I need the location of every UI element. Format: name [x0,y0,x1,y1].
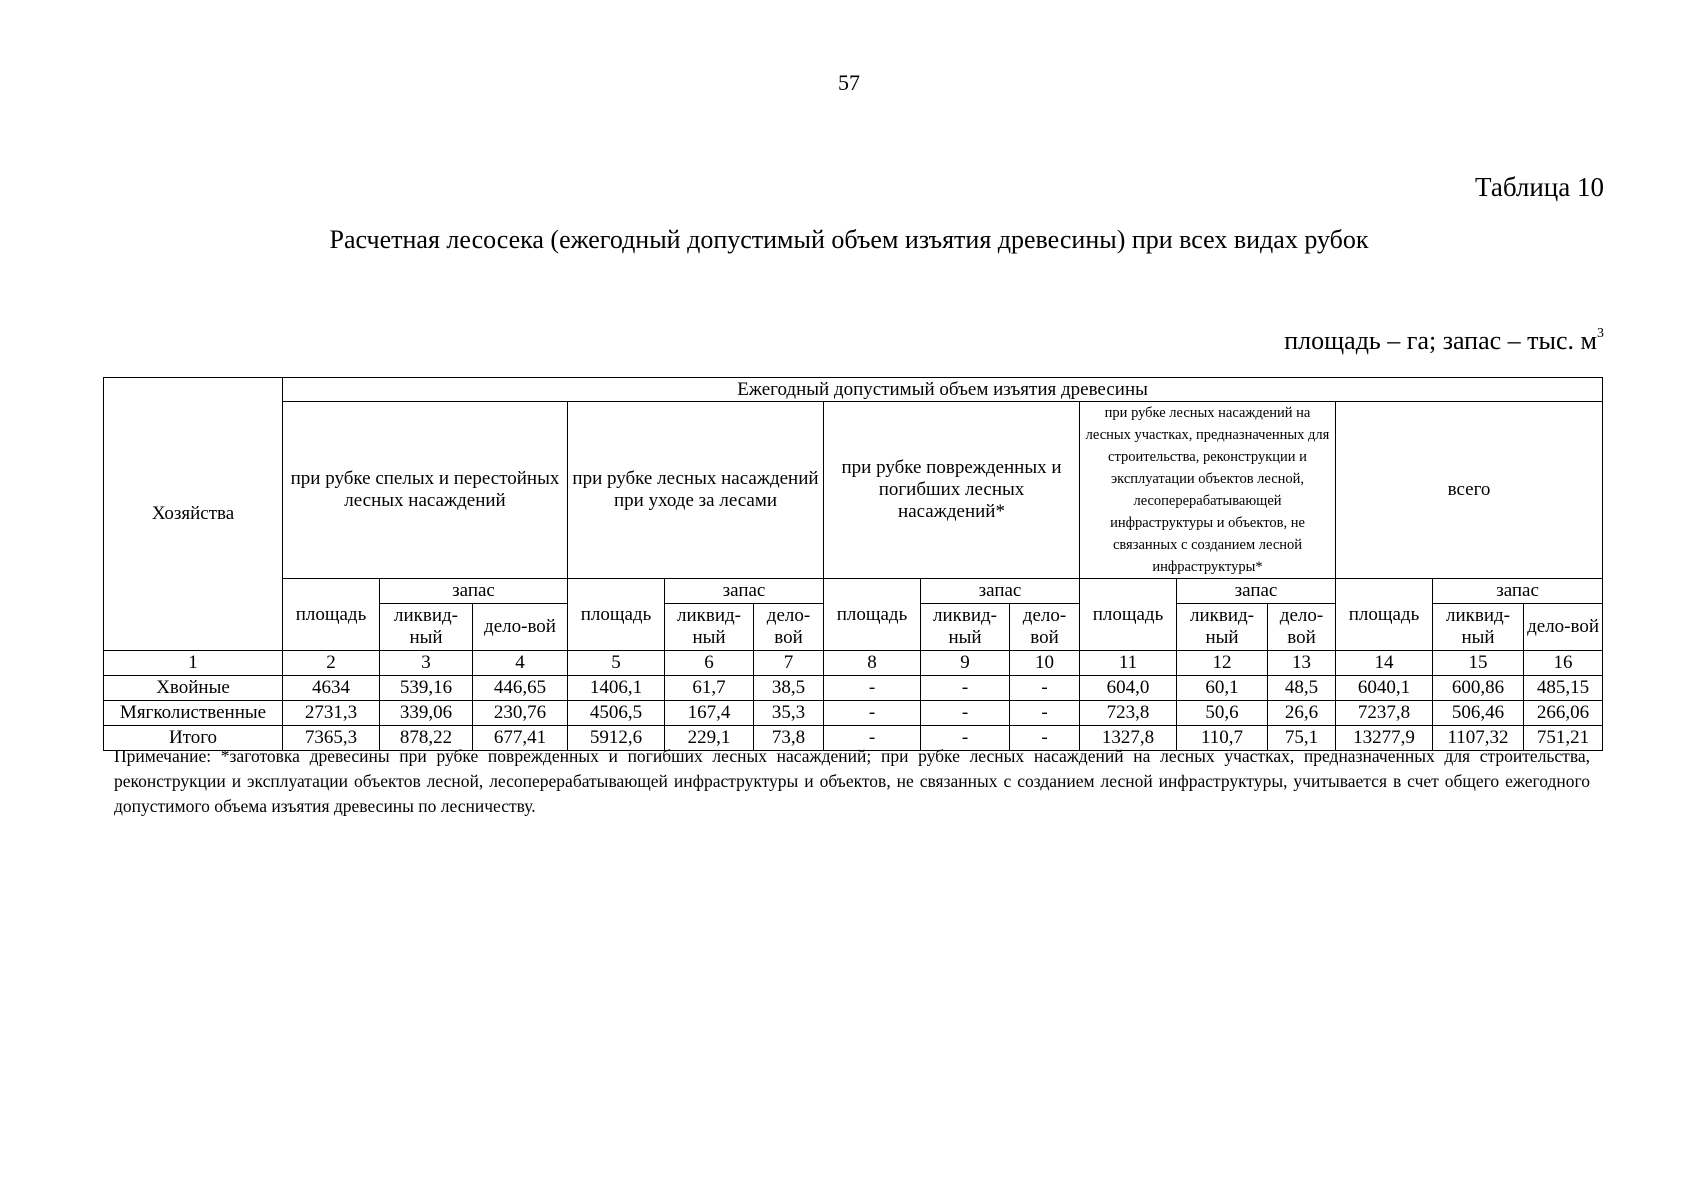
group-header-total: всего [1336,402,1603,579]
column-number-cell: 1 [104,651,283,676]
units-superscript: 3 [1597,326,1604,341]
column-number-cell: 14 [1336,651,1433,676]
column-number-cell: 3 [380,651,473,676]
value-cell: 1107,32 [1433,726,1524,751]
value-cell: 5912,6 [568,726,665,751]
business-header: дело-вой [473,604,568,651]
column-number-cell: 11 [1080,651,1177,676]
value-cell: 4506,5 [568,701,665,726]
value-cell: 751,21 [1524,726,1603,751]
value-cell: 878,22 [380,726,473,751]
group-header-thinning: при рубке лесных насаждений при уходе за лесами [568,402,824,579]
liquid-header: ликвид-ный [665,604,754,651]
value-cell: - [824,726,921,751]
value-cell: 2731,3 [283,701,380,726]
column-number-cell: 15 [1433,651,1524,676]
units-text: площадь – га; запас – тыс. м [1284,326,1597,355]
column-number-cell: 7 [754,651,824,676]
area-header: площадь [568,579,665,651]
liquid-header: ликвид-ный [921,604,1010,651]
liquid-header: ликвид-ный [380,604,473,651]
column-number-cell: 4 [473,651,568,676]
value-cell: 7237,8 [1336,701,1433,726]
area-header: площадь [283,579,380,651]
value-cell: 50,6 [1177,701,1268,726]
main-header: Ежегодный допустимый объем изъятия древесины [283,378,1603,402]
value-cell: - [921,726,1010,751]
value-cell: 600,86 [1433,676,1524,701]
value-cell: - [921,676,1010,701]
value-cell: 266,06 [1524,701,1603,726]
value-cell: 35,3 [754,701,824,726]
liquid-header: ликвид-ный [1433,604,1524,651]
value-cell: 1406,1 [568,676,665,701]
value-cell: 48,5 [1268,676,1336,701]
business-header: дело-вой [1524,604,1603,651]
column-number-cell: 10 [1010,651,1080,676]
column-number-cell: 16 [1524,651,1603,676]
table-label: Таблица 10 [1475,172,1604,202]
liquid-header: ликвид-ный [1177,604,1268,651]
business-header: дело-вой [754,604,824,651]
value-cell: - [1010,726,1080,751]
farm-name-cell: Хвойные [104,676,283,701]
value-cell: 539,16 [380,676,473,701]
page-number: 57 [838,70,860,95]
value-cell: 723,8 [1080,701,1177,726]
value-cell: 506,46 [1433,701,1524,726]
business-header: дело-вой [1010,604,1080,651]
area-header: площадь [1336,579,1433,651]
group-header-construction: при рубке лесных насаждений на лесных участках, предназначенных для строительства, реконструкции и эксплуатации объектов лесной, лесоперерабатывающей инфраструктуры и объектов, не связанных с созданием лесной инфраструктуры* [1080,402,1336,579]
value-cell: 230,76 [473,701,568,726]
farm-name-cell: Итого [104,726,283,751]
column-number-cell: 12 [1177,651,1268,676]
value-cell: - [1010,676,1080,701]
units-caption [1284,326,1604,356]
group-header-mature: при рубке спелых и перестойных лесных насаждений [283,402,568,579]
value-cell: 677,41 [473,726,568,751]
value-cell: 6040,1 [1336,676,1433,701]
column-number-cell: 8 [824,651,921,676]
value-cell: - [921,701,1010,726]
value-cell: - [824,676,921,701]
value-cell: - [1010,701,1080,726]
stock-header: запас [921,579,1080,604]
value-cell: 339,06 [380,701,473,726]
value-cell: 75,1 [1268,726,1336,751]
table-row [104,676,1603,701]
farms-header: Хозяйства [104,378,283,651]
column-number-cell: 6 [665,651,754,676]
document-title: Расчетная лесосека (ежегодный допустимый объем изъятия древесины) при всех видах рубок [329,225,1369,254]
value-cell: 110,7 [1177,726,1268,751]
business-header: дело-вой [1268,604,1336,651]
value-cell: 73,8 [754,726,824,751]
value-cell: 7365,3 [283,726,380,751]
table-note: Примечание: *заготовка древесины при рубке поврежденных и погибших лесных насаждений; при рубке лесных насаждений на лесных участках, предназначенных для строительства, реконструкции и эксплуатации объектов лесной, лесоперерабатывающей инфраструктуры и объектов, не связанных с созданием лесной инфраструктуры, учитывается в счет общего ежегодного допустимого объема изъятия древесины по лесничеству. [114,746,1590,816]
value-cell: 61,7 [665,676,754,701]
group-header-damaged: при рубке поврежденных и погибших лесных насаждений* [824,402,1080,579]
stock-header: запас [665,579,824,604]
table-body [104,651,1603,751]
farm-name-cell: Мягколиственные [104,701,283,726]
harvest-table [103,377,1603,751]
value-cell: 60,1 [1177,676,1268,701]
area-header: площадь [1080,579,1177,651]
column-number-cell: 9 [921,651,1010,676]
column-numbers-row [104,651,1603,676]
area-header: площадь [824,579,921,651]
value-cell: 485,15 [1524,676,1603,701]
value-cell: 604,0 [1080,676,1177,701]
table-row [104,701,1603,726]
value-cell: 4634 [283,676,380,701]
column-number-cell: 2 [283,651,380,676]
column-number-cell: 13 [1268,651,1336,676]
value-cell: 38,5 [754,676,824,701]
value-cell: 446,65 [473,676,568,701]
value-cell: 1327,8 [1080,726,1177,751]
value-cell: 13277,9 [1336,726,1433,751]
stock-header: запас [1177,579,1336,604]
stock-header: запас [1433,579,1603,604]
value-cell: - [824,701,921,726]
column-number-cell: 5 [568,651,665,676]
stock-header: запас [380,579,568,604]
value-cell: 26,6 [1268,701,1336,726]
value-cell: 229,1 [665,726,754,751]
value-cell: 167,4 [665,701,754,726]
